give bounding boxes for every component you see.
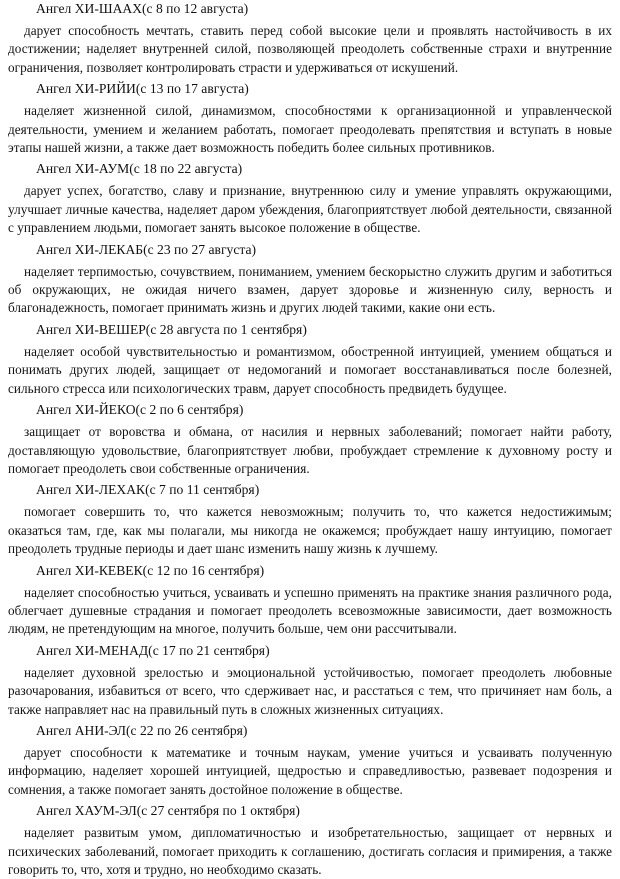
entry-11 (8, 802, 612, 879)
entry-6 (8, 401, 612, 478)
entry-heading: Ангел ХИ-ВЕШЕР(с 28 августа по 1 сентября) (36, 321, 307, 337)
entry-text: наделяет способностью учиться, усваивать и успешно применять на практике знания различного рода, облегчает душевные страдания и помогает преодолеть всевозможные зависимости, дает возможность людям, не претендующим на многое, получить больше, чем они рассчитывали. (8, 584, 612, 637)
entry-4 (8, 241, 612, 318)
entry-8 (8, 562, 612, 639)
entry-10 (8, 722, 612, 799)
entry-1 (8, 0, 612, 77)
entry-7 (8, 481, 612, 558)
entry-heading: Ангел ХИ-ЛЕХАК(с 7 по 11 сентября) (36, 482, 260, 498)
entry-3 (8, 160, 612, 237)
entry-heading: Ангел ХИ-ЙЕКО(с 2 по 6 сентября) (36, 402, 244, 418)
entry-heading: Ангел ХИ-МЕНАД(с 17 по 21 сентября) (36, 642, 270, 658)
entry-text: наделяет терпимостью, сочувствием, пониманием, умением бескорыстно служить другим и заботиться об окружающих, не ожидая ничего взамен, дарует здоровье и жизненную силу, верность и благонадежность, помогает принимать жизнь и других людей такими, какие они есть. (8, 263, 612, 316)
entry-text: помогает совершить то, что кажется невозможным; получить то, что кажется недостижимым; оказаться там, где, как мы полагали, мы никогда не окажемся; пробуждает нашу интуицию, помогает преодолеть трудные периоды и дает шанс изменить нашу жизнь к лучшему. (8, 504, 612, 557)
entry-text: защищает от воровства и обмана, от насилия и нервных заболеваний; помогает найти работу, доставляющую удовольствие, благоприятствует любви, пробуждает стремление к духовному росту и помогает преодолеть свои собственные ограничения. (8, 424, 612, 476)
entry-text: наделяет жизненной силой, динамизмом, способностями к организационной и управленческой деятельности, умением и желанием работать, помогает преодолевать препятствия и вступать в новые этапы нашей жизни, а также дает возможность победить более сильных противников. (8, 103, 612, 156)
entry-heading: Ангел ХИ-ЛЕКАБ(с 23 по 27 августа) (36, 241, 257, 257)
entry-heading: Ангел ХИ-ШААХ(с 8 по 12 августа) (36, 1, 249, 16)
entry-heading: Ангел ХИ-АУМ(с 18 по 22 августа) (36, 161, 243, 177)
entry-heading: Ангел ХИ-КЕВЕК(с 12 по 16 сентября) (36, 562, 265, 578)
entry-text: дарует способности к математике и точным наукам, умение учиться и усваивать полученную информацию, наделяет хорошей интуицией, щедростью и справедливостью, развевает подозрения и сомнения, а также помогает занять достойное положение в обществе. (8, 744, 612, 797)
entry-heading: Ангел ХИ-РИЙИ(с 13 по 17 августа) (36, 81, 249, 97)
entry-5 (8, 321, 612, 398)
entry-text: дарует способность мечтать, ставить перед собой высокие цели и проявлять настойчивость в их достижении; наделяет внутренней силой, позволяющей преодолеть собственные страхи и внутренние ограничения, позволяет контролировать страсти и удерживаться от искушений. (8, 23, 612, 75)
entry-text: дарует успех, богатство, славу и признание, внутреннюю силу и умение управлять окружающими, улучшает личные качества, наделяет даром убеждения, благоприятствует любой деятельности, связанной с управлением людьми, помогает занять высокое положение в обществе. (8, 183, 612, 236)
entry-text: наделяет развитым умом, дипломатичностью и изобретательностью, защищает от нервных и психических заболеваний, помогает приходить к соглашению, достигать согласия и примирения, а также говорить то, что, хотя и трудно, но необходимо сказать. (8, 825, 612, 877)
entry-2 (8, 80, 612, 157)
entry-heading: Ангел АНИ-ЭЛ(с 22 по 26 сентября) (36, 722, 248, 738)
entry-text: наделяет духовной зрелостью и эмоциональной устойчивостью, помогает преодолеть любовные разочарования, избавиться от всего, что сдерживает нас, и расстаться с тем, что причиняет нам боль, а также направляет нас на правильный путь в сложных жизненных ситуациях. (8, 664, 612, 717)
entry-text: наделяет особой чувствительностью и романтизмом, обостренной интуицией, умением общаться и понимать других людей, защищает от недомоганий и помогает восстанавливаться после болезней, сильного стресса или психологических травм, дарует способность предвидеть будущее. (8, 343, 612, 396)
entry-9 (8, 642, 612, 719)
entry-heading: Ангел ХАУМ-ЭЛ(с 27 сентября по 1 октября) (36, 803, 300, 819)
